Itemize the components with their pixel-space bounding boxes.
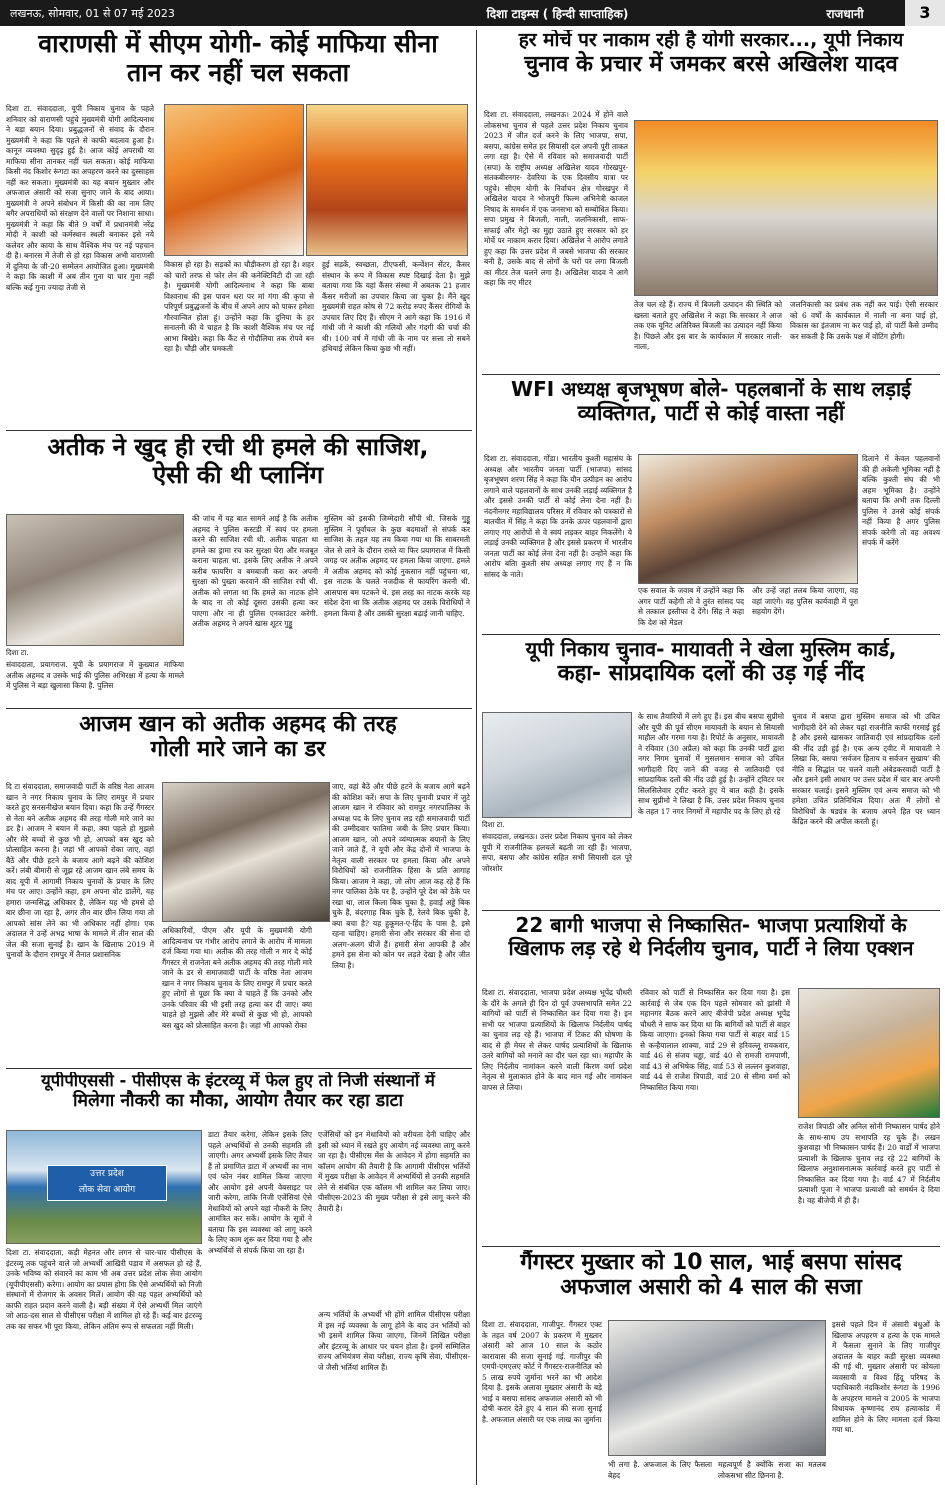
article-lead: संवाददाता, प्रयागराज. यूपी के प्रयागराज में कुख्यात माफिया अतीक अहमद व उसके भाई की पुलिस अभिरक्षा में हत्या के मामले में पुलिस ने बड़ा खुलासा किया है. पुलिस <box>6 660 184 691</box>
section-divider <box>482 910 940 911</box>
photo-akhilesh-rally <box>634 120 938 296</box>
headline-line-1: यूपीपीएससी - पीसीएस के इंटरव्यू में फेल हुए तो निजी संस्थानों में <box>41 1072 435 1090</box>
article-yogi-varanasi <box>6 30 470 428</box>
photo-bjp-leader <box>798 988 940 1118</box>
article-text-col1: दि टा संवाददाता, समाजवादी पार्टी के वरिष्ठ नेता आजम खान ने नगर निकाय चुनाव के लिए रामपुर में प्रचार करते हुए सनसनीखेज बयान दिया। कहा कि उन्हें गैंगस्टर से नेता बने अतीक अहमद की तरह गोली मारे जाने का डर है। आजम ने बयान में कहा, क्या पहले हो मुझसे और मेरे बच्चों से कुछ भी हो, आपको बस खुद को प्रोत्साहित करना है। जहां भी आपको रोका जाए, वहां बैठें और पीछे हटने के बजाय आगे बढ़ने की कोशिश करें। लंबी बीमारी से जूझ रहे आजम खान लंबे समय के बाद यूपी में आगामी निकाय चुनावों के प्रचार के लिए मंच पर आए। उन्होंने कहा, हम अपना वोट डालेंगे, यह हमारा जन्मसिद्ध अधिकार है, लेकिन यह भी हमसे दो बार छीना जा रहा है, अगर तीन बार छीन लिया गया तो आपको सांस लेने का भी अधिकार नहीं होगा। एक अदालत ने उन्हें अभद्र भाषा के मामले में तीन साल की जेल की सजा सुनाई है। खान के खिलाफ 2019 में चुनावों के दौरान रामपुर में तैनात प्रशासनिक <box>6 782 154 960</box>
headline-line-1: वाराणसी में सीएम योगी- कोई माफिया सीना <box>38 30 438 58</box>
headline-line-1: यूपी निकाय चुनाव- मायावती ने खेला मुस्लिम कार्ड, <box>525 638 897 661</box>
column-divider <box>476 30 477 1485</box>
sign-line-1: उत्तर प्रदेश <box>90 1169 124 1179</box>
article-uppsc <box>6 1072 470 1486</box>
headline-line-1: हर मोर्चे पर नाकाम रही है योगी सरकार..., यूपी निकाय <box>518 30 904 51</box>
issue-date: लखनऊ, सोमवार, 01 से 07 मई 2023 <box>10 6 175 20</box>
photo-stage-event <box>306 104 468 256</box>
article-text-col2: भी लगा है. अफजाल के लिए फैसला बेहद <box>608 1460 712 1480</box>
article-text-col2: अधिकारियों, पीएम और यूपी के मुख्यमंत्री योगी आदित्यनाथ पर गंभीर आरोप लगाने के आरोप में मामला दर्ज किया गया था। अतीक की तरह गोली न मार दे कोई गैंगस्टर से राजनेता बने अतीक अहमद की तरह गोली मारे जाने के डर से समाजवादी पार्टी के वरिष्ठ नेता आजम खान ने नगर निकाय चुनाव के लिए रामपुर में प्रचार करते हुए लोगों से पूछा कि क्या वे चाहते हैं कि उनको और उनके परिवार की भी इसी तरह हत्या कर दी जाए। क्या चाहते हो मुझसे और मेरे बच्चों से कुछ भी हो, आपको बस खुद को प्रोत्साहित करना है। जहां भी आपको रोका <box>162 926 312 1030</box>
article-text-col2: चुनाव में बसपा द्वारा मुस्लिम समाज को भी उचित भागीदारी देने को लेकर यहां राजनीति काफी गरमाई हुई है और इससे खासकर जातिवादी एवं सांप्रदायिक दलों की नींद उड़ी हुई है। एक अन्य ट्वीट में मायावती ने लिखा कि, बसपा ‘सर्वजन हिताय व सर्वजन सुखाय’ की नीति व सिद्धांत पर चलने वाली अंबेडकरवादी पार्टी है और इसने इसी आधार पर उत्तर प्रदेश में चार बार अपनी सरकार चलाई। इसने मुस्लिम एवं अन्य समाज को भी हमेशा उचित प्रतिनिधित्व दिया। अतः मैं लोगों से विरोधियों के षड्यंत्र के बजाय अपने हित पर ध्यान केंद्रित करने की अपील करती हूं। <box>792 712 940 827</box>
article-text-col1: दिशा टा. संवाददाता, कड़ी मेहनत और लगन से चार-चार पीसीएस के इंटरव्यू तक पहुंचने वाले जो अभ्यर्थी आखिरी पड़ाव में असफल हो रहे हैं, उनके भविष्य को संवारने का काम भी अब उत्तर प्रदेश लोक सेवा आयोग (यूपीपीएससी) करेगा। आयोग का प्रयास होगा कि ऐसे अभ्यर्थियों को निजी संस्थानों में रोजगार के अवसर मिलें। आयोग की यह पहल अभ्यर्थियों को काफी राहत प्रदान करने वाली है। बड़ी संख्या में ऐसे अभ्यर्थी मिल जाएंगे जो आठ-दस साल से पीसीएस परीक्षा में शामिल हो रहे हैं। कई बार इंटरव्यू तक का सफर भी पूरा किया, लेकिन अंतिम रूप से सफलता नहीं मिली। <box>6 1248 202 1331</box>
article-text-col3: एजेंसियों को इन मेधावियों को वरीयता देनी चाहिए और इसी को ध्यान में रखते हुए आयोग नई व्यवस्था लागू करने जा रहा है। पीसीएस मेंस के आवेदन में होगा सहमति का कॉलम आयोग की तैयारी है कि आगामी पीसीएस भर्तियों में मुख्य परीक्षा के आवेदन में अभ्यर्थियों से उनकी सहमति लेने से संबंधित एक कॉलम भी शामिल कर लिया जाए। पीसीएस-2023 की मुख्य परीक्षा से इसे लागू करने की तैयारी है। <box>318 1130 470 1213</box>
article-text-col1: दिशा टा. संवाददाता, यूपी निकाय चुनाव के पहले शनिवार को वाराणसी पहुंचे मुख्यमंत्री योगी आदित्यनाथ ने बड़ा बयान दिया। प्रबुद्धजनों से संवाद के दौरान मुख्यमंत्री ने कहा कि पहले से काफी बदलाव हुआ है। कानून व्यवस्था सुदृढ़ हुई है। आज कोई अपराधी या माफिया सीना तानकर नहीं चल सकता। कोई माफिया किसी नंद किशोर रूंगटा का अपहरण करने का दुस्साहस नहीं कर सकता। मुख्यमंत्री का यह बयान मुख्तार और अफजाल अंसारी को सजा सुनाए जाने के बाद आया। मुख्यमंत्री ने अपने संबोधन में किसी की का नाम लिए बगैर अपराधियों को संरक्षण देने वालों पर निशाना साधा। मुख्यमंत्री ने कहा कि बीते 9 वर्षों में प्रधानमंत्री नरेंद्र मोदी ने काशी को कर्मस्थान स्थली बनाकर इसे नये कलेवर और काया के साथ वैश्विक मंच पर नई पहचान दी है। बनारस में तेजी से हो रहा विकास अभी वाराणसी में दुनिया के जी-20 सम्मेलन आयोजित हुआ। मुख्यमंत्री ने कहा कि काशी में अब तीन गुना या चार गुना नहीं बल्कि कई गुना ज्यादा तेजी से <box>6 104 154 292</box>
headline-line-2: ऐसी की थी प्लानिंग <box>152 460 324 489</box>
article-text-col3: महत्वपूर्ण है क्योंकि सजा का मतलब लोकसभा सीट छिनना है. <box>718 1460 826 1480</box>
article-azam-khan <box>6 712 470 1066</box>
newspaper-name: दिशा टाइम्स ( हिन्दी साप्ताहिक) <box>486 6 629 21</box>
headline-line-2: चुनाव के प्रचार में जमकर बरसे अखिलेश यादव <box>524 51 898 77</box>
article-text-col1: दिशा टा. संवाददाता, गोंडा। भारतीय कुश्ती महासंघ के अध्यक्ष और भारतीय जनता पार्टी (भाजपा) सांसद बृजभूषण शरण सिंह ने कहा कि यौन उत्पीड़न का आरोप लगाने वाले पहलवानों के साथ उनकी लड़ाई व्यक्तिगत है और इससे उनकी पार्टी से कोई लेना देना नहीं है। नंदनीनगर महाविद्यालय परिसर में रविवार को पत्रकारों से बातचीत में सिंह ने कहा कि उनके ऊपर पहलवानों द्वारा लगाए गए आरोपों से वे स्वयं लड़कर बाहर निकलेंगे। ये लड़ाई उनकी व्यक्तिगत है और इससे प्रकरण में भारतीय जनता पार्टी का कोई लेना देना नहीं है। उन्होंने कहा कि आरोप बताि कुश्ती संघ अध्यक्ष लगाए गए हैं न कि सांसद के नाते। <box>484 454 632 579</box>
article-text-col1: दिशा टा. संवाददाता, भाजपा प्रदेश अध्यक्ष भूपेंद्र चौधरी के दौरे के अगले ही दिन दो पूर्व उपसभापति समेत 22 बागियों को पार्टी से निष्कासित कर दिया गया है। इन सभी पर भाजपा प्रत्याशियों के खिलाफ निर्दलीय पार्षद का चुनाव लड़ रहे हैं। भाजपा में टिकट की घोषणा के बाद से ही मेयर से लेकर पार्षद प्रत्याशियों के खिलाफ उतरे बागियों को मनाने का दौर चल रहा था। महापौर के लिए निर्दलीय नामांकन करने वाली किरण वर्मा प्रदेश नेतृत्व से मुलाकात होने के बाद मान गईं और नामांकन वापस ले लिया। <box>482 988 632 1092</box>
section-divider <box>482 374 940 375</box>
photo-uppsc-office <box>6 1130 202 1244</box>
headline-line-2: तान कर नहीं चल सकता <box>126 57 350 87</box>
headline-line-2: कहा- सांप्रदायिक दलों की उड़ गई नींद <box>557 661 865 686</box>
section-name: राजधानी <box>826 6 864 21</box>
page-number: 3 <box>905 0 945 26</box>
article-text-col1: के साथ तैयारियों में लगे हुए हैं। इस बीच बसपा सुप्रीमो और यूपी की पूर्व सीएम मायावती के बयान से सियासी माहौल और गरमा गया है। रिपोर्ट के अनुसार, मायावती ने रविवार (30 अप्रैल) को कहा कि उनकी पार्टी द्वारा नगर निगम चुनावों में मुसलमान समाज को उचित भागीदारी दिए जाने की वजह से जातिवादी एवं सांप्रदायिक दलों की नींद उड़ी हुई है। उन्होंने ट्विटर पर सिलसिलेवार ट्वीट करते हुए ये बात कही है। इसके साथ सुप्रीमो ने लिखा है कि, उत्तर प्रदेश निकाय चुनाव के तहत 17 नगर निगमों में महापौर पद के लिए हो रहे <box>638 712 784 816</box>
article-text-col1: की जांच में यह बात सामने आई है कि अतीक अहमद ने पुलिस कस्टडी में स्वयं पर हमला करने की साजिश रची थी. अतीक चाहता था हमले का ड्रामा रच कर सुरक्षा घेरा और मजबूत कराना चाहता था. इसके लिए अतीक ने अपने करीब फायरिंग व बमबाजी करा कर अपनी सुरक्षा को पुख्ता करवाने की साजिश रची थी. अतीक को लगता था कि हमले का नाटक होने के बाद ना तो कोई दूसरा उसकी हत्या कर पाएगा और ना ही पुलिस एनकाउंटर करेगी. अतीक अहमद ने अपने खास शूटर गुड्डू <box>192 514 318 629</box>
article-text-col2: मुस्लिम को इसकी जिम्मेदारी सौंपी थी. जिसके गुड्डू मुस्लिम ने पूर्वांचल के कुछ बदमाशों से संपर्क कर साजिश के तहत यह तय किया गया था कि साबरमती जेल से लाने के दौरान रास्ते या फिर प्रयागराज में किसी जगह पर अतीक अहमद पर हमला किया जाएगा. हमले में अतीक अहमद को कोई नुकसान नहीं पहुंचना था, इस नाटक के चलते नजदीक से फायरिंग करनी थी. आसपास बम पटकने थे. इस तरह का नाटक करके यह संदेश देना था कि अतीक अहमद पर उसके विरोधियों ने हमला किया है और उसकी सुरक्षा बढ़ाई जानी चाहिए. <box>324 514 470 618</box>
photo-mayawati <box>482 712 632 818</box>
headline-line-2: गोली मारे जाने का डर <box>150 737 326 763</box>
article-bjp-rebels <box>482 914 940 1244</box>
headline-line-1: अतीक ने खुद ही रची थी हमले की साजिश, <box>47 434 429 461</box>
photo-azam-khan <box>162 782 330 922</box>
article-akhilesh <box>482 30 940 372</box>
article-lead: संवाददाता, लखनऊ। उत्तर प्रदेश निकाय चुनाव को लेकर यूपी में राजनीतिक हलचलें बढ़ती जा रही हैं। भाजपा, सपा, बसपा और कांग्रेस सहित सभी सियासी दल पूरे जोरशोर <box>482 832 632 873</box>
headline-line-1: 22 बागी भाजपा से निष्कासित- भाजपा प्रत्याशियों के <box>515 914 907 937</box>
article-mukhtar-afzal <box>482 1250 940 1486</box>
headline-line-2: खिलाफ लड़ रहे थे निर्दलीय चुनाव, पार्टी ने लिया एक्शन <box>508 936 914 960</box>
sign-board <box>47 1165 167 1201</box>
sign-line-2: लोक सेवा आयोग <box>78 1185 136 1195</box>
article-text-col1: दिशा टा. संवाददाता, गाजीपुर. गैंगस्टर एक्ट के तहत वर्ष 2007 के प्रकरण में मुख्तार अंसारी को आज 10 साल के कठोर कारावास की सजा सुनाई गई. गाजीपुर की एमपी-एमएलए कोर्ट ने गैंगस्टर-राजनीतिज्ञ को 5 लाख रुपये जुर्माना भरने का भी आदेश दिया है. इसके अलावा मुख्तार अंसारी के बड़े भाई व बसपा सांसद अफजाल अंसारी को भी दोषी करार देते हुए 4 साल की सजा सुनाई है. अफजाल अंसारी पर एक लाख का जुर्माना <box>482 1320 602 1424</box>
section-divider <box>482 1246 940 1247</box>
article-text-col4: अन्य भर्तियों के अभ्यर्थी भी होंगे शामिल पीसीएस परीक्षा में इस नई व्यवस्था के लागू होने के बाद उन भर्तियों को भी इसमें शामिल किया जाएगा, जिनमें लिखित परीक्षा और इंटरव्यू के आधार पर चयन होता है। इनमें सम्मिलित राज्य अभियंत्रण सेवा परीक्षा, राज्य कृषि सेवा, पीसीएस-जे जैसी भर्तियां शामिल हैं। <box>318 1310 470 1372</box>
article-text-col3: हुई सड़कें, स्वच्छता, टीएफसी, कन्वेंशन सेंटर, कैंसर संस्थान के रूप में विकास स्पष्ट दिखाई देता है। मुझे बताया गया कि यहां कैंसर संस्था में अबतक 21 हजार कैंसर मरीजों का उपचार किया जा चुका है। मैंने खुद मुख्यमंत्री राहत कोष से 72 करोड़ रुपए कैंसर रोगियों के उपचार लिए दिए हैं। सीएम ने आगे कहा कि 1916 में गांधी जी ने काशी की गलियों और गंदगी की चर्चा की थी। 100 वर्ष में गांधी जी के नाम पर सत्ता तो सबने हथियाई लेकिन किया कुछ भी नहीं। <box>322 260 470 354</box>
article-atiq <box>6 434 470 706</box>
photo-caption-text: राजेश त्रिपाठी और अनिल सोनी निष्कासन पार्षद होने के साथ-साथ उप सभापति रह चुके हैं। लखन कुशवाहा भी निष्कासन पार्षद हैं। 20 वार्डों में भाजपा प्रत्याशी के खिलाफ चुनाव लड़ रहे 22 बागियों के खिलाफ अनुशासनात्मक कार्रवाई करते हुए पार्टी से निष्कासित कर दिया गया है। वार्ड 47 में निर्दलीय प्रत्याशी पूजा ने भाजपा प्रत्याशी को समर्थन दे दिया है। वह बीजेपी में ही हैं। <box>798 1122 940 1205</box>
masthead <box>0 0 945 26</box>
article-text-col2: एक सवाल के जवाब में उन्होंने कहा कि अगर पार्टी कहेगी तो वे तुरंत सांसद पद से तत्काल इस्तीफा दे देंगे। सिंह ने कहा कि देश को मेडल <box>638 586 744 627</box>
article-text-col3: और उन्हें जहां तलब किया जाएगा, वह वहां जाएंगे। वह पुलिस कार्यवाही में पूरा सहयोग देंगे। <box>752 586 858 617</box>
article-sidebar-text: इससे पहले दिन में अंसारी बंधुओं के खिलाफ अपहरण व हत्या के एक मामले में फैसला सुनाने के लिए गाजीपुर अदालत के बाहर कड़ी सुरक्षा व्यवस्था की गई थी. मुख्तार अंसारी पर कोयला व्यवसायी व विश्व हिंदू परिषद के पदाधिकारी नंदकिशोर रूंगटा के 1996 के अपहरण मामले व 2005 के भाजपा विधायक कृष्णानंद राय हत्याकांड में शामिल होने के लिए मामला दर्ज किया गया था. <box>832 1320 940 1435</box>
headline-line-2: व्यक्तिगत, पार्टी से कोई वास्ता नहीं <box>577 401 845 425</box>
photo-credit: दिशा टा. <box>6 648 29 657</box>
section-divider <box>482 634 940 635</box>
photo-mukhtar-afzal <box>608 1320 826 1456</box>
article-mayawati <box>482 638 940 908</box>
article-text-col1: दिशा टा. संवाददाता, लखनऊ। 2024 में होने वाले लोकसभा चुनाव से पहले उत्तर प्रदेश निकाय चुनाव 2023 में जीत दर्ज करने के लिए भाजपा, सपा, बसपा, कांग्रेस समेत हर सियासी दल अपनी पूरी ताकत लगा रहा है। ऐसे में रविवार को समाजवादी पार्टी (सपा) के राष्ट्रीय अध्यक्ष अखिलेश यादव गोरखपुर-संतकबीरनगर- देवरिया के एक दिवसीय यात्रा पर पहुंचे। सीएम योगी के निर्वाचन क्षेत्र गोरखपुर में अखिलेश यादव ने भोजपुरी फिल्म अभिनेत्री काजल निषाद के समर्थन में एक जनसभा को सम्बोधित किया। सपा प्रमुख ने बिजली, नाली, जलनिकासी, साफ-सफाई और मेट्रो का मुद्दा उठाते हुए सरकार को हर मोर्चे पर नाकाम करार दिया। अखिलेश ने आरोप लगाते हुए कहा कि उत्तर प्रदेश में जबसे भाजपा की सरकार बनी है, उसके बाद से लोगों के घरों पर लगा बिजली का मीटर तेज चलने लगा है। अखिलेश यादव ने आगे कहा कि नए मीटर <box>484 110 628 288</box>
article-text-col3: जलनिकासी का प्रबंध तक नहीं कर पाई। ऐसी सरकार को 6 वर्षों के कार्यकाल में नाली ना बना पाई हो, विकास का इंतजाम ना कर पाई हो, वो पार्टी कैसे उम्मीद कर सकती है कि उसके पक्ष में वोटिंग होगी। <box>790 300 938 341</box>
photo-credit: दिशा टा. <box>482 820 505 829</box>
headline-line-2: मिलेगा नौकरी का मौका, आयोग तैयार कर रहा डाटा <box>72 1090 403 1111</box>
article-text-col2: तेज चल रहे हैं। राज्य में बिजली उत्पादन की स्थिति को खस्ता बताते हुए अखिलेश ने कहा कि सरकार ने आज तक एक यूनिट अतिरिक्त बिजली का उत्पादन नहीं किया है। पिछले और इस बार के कार्यकाल में सरकार नाली-नाला, <box>634 300 782 352</box>
photo-brijbhushan <box>638 454 858 584</box>
article-wfi-brijbhushan <box>482 378 940 630</box>
section-divider <box>6 430 472 431</box>
photo-atiq-ashraf <box>6 514 184 646</box>
photo-yogi-speech <box>164 104 304 256</box>
section-divider <box>6 1068 472 1069</box>
headline-line-1: गैंगस्टर मुख्तार को 10 साल, भाई बसपा सांसद <box>520 1250 902 1275</box>
section-divider <box>6 708 472 709</box>
headline-line-2: अफजाल असारी को 4 साल की सजा <box>560 1275 862 1301</box>
article-text-col3: जाए, वहां बैठें और पीछे हटने के बजाय आगे बढ़ने की कोशिश करें। सपा के लिए चुनावी प्रचार में जुटे आजम खान ने रविवार को रामपुर नगरपालिका के अध्यक्ष पद के लिए चुनाव लड़ रही समाजवादी पार्टी की उम्मीदवार फातिमा जबी के लिए प्रचार किया। आजम खान, जो अपने व्यंग्यात्मक बयानों के लिए जाने जाते हैं, ने यूपी और केंद्र दोनों में भाजपा के नेतृत्व वाली सरकार पर हमला किया और अपने विरोधियों को राजनीतिक हिंसा के प्रति आगाह किया। आजम ने कहा, जो लोग आज कह रहे हैं कि नगर पालिका ठेके पर है, उन्होंने पूरे देश को ठेके पर रखा था, लाल किला बिक चुका है, हवाई अड्डे बिक चुके हैं, बंदरगाह बिक चुके हैं, रेलवे बिक चुकी है, क्या बचा है? यह हुकूमत-ए-हिंद के पास है, इसे रहना चाहिए। हमारी सेना और सरकार की सेना दो अलग-अलग चीजें हैं। हमारी सेना आपकी है और हमने इस सेना को कोन पर लड़ते देखा है और जीत लिया है। <box>332 782 470 970</box>
article-text-col2: डाटा तैयार करेगा, लेकिन इसके लिए पहले अभ्यर्थियों से उनकी सहमति ली जाएगी। अगर अभ्यर्थी इसके लिए तैयार हैं तो प्रमाणित डाटा में अभ्यर्थी का नाम एवं फोन नंबर शामिल किया जाएगा और आयोग इसे अपनी वेबसाइट पर जारी करेगा, ताकि निजी एजेंसियां ऐसे मेधावियों को अपने यहां नौकरी के लिए आमंत्रित कर सकें। आयोग के सूत्रों ने बताया कि इस व्यवस्था को लागू करने के लिए काम शुरू कर दिया गया है और अभ्यर्थियों से संपर्क किया जा रहा है। <box>208 1130 312 1255</box>
article-text-col2: रविवार को पार्टी से निष्कासित कर दिया गया है। इस कार्रवाई से जेब एक दिन पहले सोमवार को झांसी में महानगर बैठक करने आए बीजेपी प्रदेश अध्यक्ष भूपेंद्र चौधरी ने साफ कर दिया था कि बागियों को पार्टी से बाहर किया जाएगा। इनको किया गया पार्टी से बाहर वार्ड 15 से कन्हैयालाल शाक्या, वार्ड 29 से हरिवल्लू रायकवार, वार्ड 46 से संजय चड्ढा, वार्ड 40 से रामजी रामपाणी, वार्ड 43 से अभिषेक सिंह, वार्ड 53 से लल्लन कुशवाहा, वार्ड 44 से राजेश त्रिपाठी, वार्ड 20 से सीमा वर्मा को निष्कासित किया गया। <box>640 988 790 1092</box>
headline-line-1: WFI अध्यक्ष बृजभूषण बोले- पहलबानों के साथ लड़ाई <box>511 378 911 401</box>
article-sidebar-text: दिलाने में केवल पहलवानों की ही अकेली भूमिका नहीं है बल्कि कुश्ती संघ की भी अहम भूमिका है। उन्होंने बताया कि अभी तक दिल्ली पुलिस ने उनसे कोई संपर्क नहीं किया है अगर पुलिस संपर्क करेगी तो वह अवश्य संपर्क में करेंगे <box>862 454 940 548</box>
article-text-col2: विकास हो रहा है। सड़कों का चौड़ीकरण हो रहा है। शहर को चारों तरफ से फोर लेन की कनेक्टिविटी दी जा रही है। मुख्यमंत्री योगी आदित्यनाथ ने कहा कि बाबा विश्वनाथ की इस पावन धरा पर मां गंगा की कृपा से परिपूर्ण प्रबुद्धजनों के बीच में अपने आप को पाकर हमेशा गौरवान्वित होता हूं। उन्होंने कहा कि दुनिया के हर सनातनी की ये चाहत है कि काशी वैश्विक मंच पर नई आभा बिखेरे। कहा कि कैंट से गोदौलिया तक रोपवे बन रहा है। चौड़ी और चमकती <box>164 260 314 354</box>
headline-line-1: आजम खान को अतीक अहमद की तरह <box>79 712 397 737</box>
